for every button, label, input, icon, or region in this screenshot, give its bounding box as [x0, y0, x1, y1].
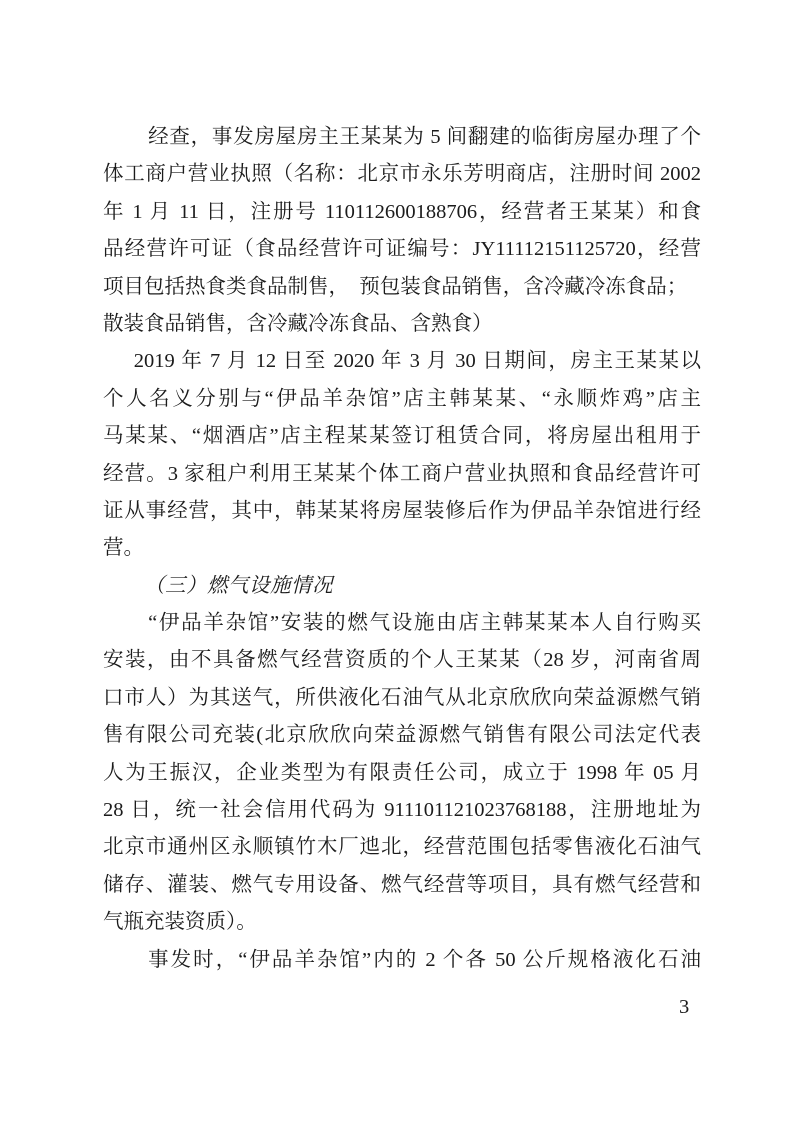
text-line: 马某某、“烟酒店”店主程某某签订租赁合同，将房屋出租用于	[103, 425, 701, 448]
text-line: 经查，事发房屋房主王某某为 5 间翻建的临街房屋办理了个	[148, 126, 701, 148]
text-line: 品经营许可证（食品经营许可证编号：JY11112151125720，经营	[103, 238, 701, 261]
text-line: 事发时，“伊品羊杂馆”内的 2 个各 50 公斤规格液化石油	[148, 948, 701, 971]
text-line: 口市人）为其送气，所供液化石油气从北京欣欣向荣益源燃气销	[103, 686, 701, 709]
text-line: 个人名义分别与“伊品羊杂馆”店主韩某某、“永顺炸鸡”店主	[103, 387, 701, 410]
text-line: 人为王振汉，企业类型为有限责任公司，成立于 1998 年 05 月	[103, 761, 701, 784]
page-number: 3	[679, 996, 690, 1018]
text-line: 经营。3 家租户利用王某某个体工商户营业执照和食品经营许可	[103, 462, 701, 485]
text-line: 安装，由不具备燃气经营资质的个人王某某（28 岁，河南省周	[103, 649, 701, 672]
text-line: 体工商户营业执照（名称：北京市永乐芳明商店，注册时间 2002	[103, 163, 701, 186]
text-line: 年 1 月 11 日，注册号 110112600188706，经营者王某某）和食	[103, 200, 701, 223]
text-line: 证从事经营，其中，韩某某将房屋装修后作为伊品羊杂馆进行经	[103, 499, 701, 522]
text-line: 项目包括热食类食品制售， 预包装食品销售，含冷藏冷冻食品；	[103, 275, 688, 298]
text-line: 气瓶充装资质）。	[103, 911, 257, 934]
text-line: 售有限公司充装(北京欣欣向荣益源燃气销售有限公司法定代表	[103, 724, 701, 747]
text-line: “伊品羊杂馆”安装的燃气设施由店主韩某某本人自行购买	[148, 612, 701, 635]
text-line: 北京市通州区永顺镇竹木厂迆北，经营范围包括零售液化石油气	[103, 836, 701, 859]
text-line: 散装食品销售，含冷藏冷冻食品、含熟食）	[103, 312, 493, 335]
document-body	[103, 119, 701, 979]
text-line: 28 日，统一社会信用代码为 911101121023768188，注册地址为	[103, 799, 701, 822]
text-line: （三）燃气设施情况	[144, 574, 333, 597]
text-line: 2019 年 7 月 12 日至 2020 年 3 月 30 日期间，房主王某某以	[133, 350, 701, 373]
text-line: 营。	[103, 537, 144, 560]
text-line: 储存、灌装、燃气专用设备、燃气经营等项目，具有燃气经营和	[103, 873, 701, 896]
